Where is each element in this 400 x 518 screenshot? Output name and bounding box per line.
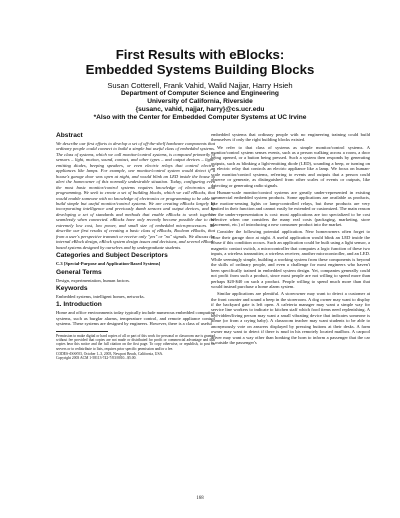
abstract-section (56, 132, 215, 250)
keywords-text: Embedded systems, intelligent homes, networks. (56, 293, 145, 299)
footnote-permission: Permission to make digital or hard copies of all or part of this work for personal or classroom use is granted without fee provided that copies are not made or distributed for profit or commercial advantage and that copies bear this notice and the full citation on the first page. To copy otherwise, or republish, to post on servers or to redistribute to lists, requires prior specific permission and/or a fee. (56, 333, 215, 351)
general-terms-text: Design, experimentation, human factors. (56, 277, 130, 283)
paper-title (0, 47, 400, 77)
right-column (211, 132, 370, 347)
author-block (0, 81, 400, 122)
general-terms-heading: General Terms (56, 268, 102, 276)
left-column (56, 132, 215, 362)
author-affiliation-note: *Also with the Center for Embedded Computer Systems at UC Irvine (93, 114, 307, 121)
page-number: 168 (196, 496, 204, 501)
keywords-section (56, 285, 215, 299)
footnote-divider (56, 331, 108, 332)
abstract-heading: Abstract (56, 132, 83, 139)
keywords-heading: Keywords (56, 284, 88, 292)
title-line-1: First Results with eBlocks: (115, 47, 285, 62)
footnote-copyright: Copyright 2003 ACM 1-58113-742-7/03/0010...$5.00. (56, 356, 137, 361)
author-department: Department of Computer Science and Engineering (121, 90, 279, 97)
categories-section (56, 252, 215, 266)
body-paragraph-3: Human-scale monitor/control systems are greatly under-represented in existing commercial embedded system products. Some applications are available as products, like motion-sensing lights or lamp-controlled relays, but these products are very limited in their function and cannot easily be extended or customized. The main reason for the under-representation is cost: most applications are too specialized to be cost effective when one considers the many real costs (packaging, marketing, store placement, etc.) of introducing a new consumer product into the market. (211, 189, 370, 228)
body-paragraph-4: Consider the following potential application. New homeowners often forget to close their garage door at night. A useful application would blink an LED inside the house if this condition occurs. Such an application could be built using a light sensor, a magnetic contact switch, a microcontroller that computes a logic function of these two inputs, a wireless transmitter, a wireless receiver, another microcontroller, and an LED. While seemingly simple, building a working system from these components is beyond the skills of ordinary people, and even a challenge for most engineers who haven't been specifically trained in embedded system design. Yet, companies generally could not profit from such a product, since most people are not willing to spend more than perhaps $20-$40 on such a product. People willing to spend much more than that would instead purchase a home alarm system. (211, 229, 370, 290)
introduction-section (56, 301, 215, 326)
body-paragraph-1: embedded systems that ordinary people with no engineering training could build themselves if only the right building blocks existed. (211, 132, 370, 143)
copyright-footnote (56, 334, 215, 361)
body-paragraph-5: Similar applications are plentiful. A storeowner may want to detect a customer at the front counter and sound a beep in the storeroom. A dog owner may want to display if the backyard gate is left open. A cafeteria manager may want a simple way for service line workers to indicate to kitchen staff which food items need replenishing. A bed-ridden/living person may want a small vibrating device that indicates someone is home (or from a crying baby). A classroom teacher may want students to be able to anonymously vote on answers displayed by pressing buttons at their desks. A farm owner may want to detect if there is mud in his remotely located mailbox. A carpool driver may want a way other than honking the horn to inform a passenger that the car is outside the passenger's (211, 291, 370, 346)
author-university: University of California, Riverside (147, 98, 253, 105)
general-terms-section (56, 269, 215, 283)
title-line-2: Embedded Systems Building Blocks (85, 62, 315, 77)
author-names: Susan Cotterell, Frank Vahid, Walid Najjar, Harry Hsieh (107, 81, 293, 90)
categories-heading: Categories and Subject Descriptors (56, 252, 168, 260)
categories-text: C.3 [Special-Purpose and Application-Based Systems] (56, 261, 161, 267)
introduction-text: Home and office environments today typically include numerous embedded computing systems, such as burglar alarms, temperature control, and remote appliance control systems. These systems are designed by engineers. However, there is a class of useful (56, 310, 215, 327)
abstract-text: We describe our first efforts to develop a set of off-the-shelf hardware components that ordinary people could connect to build a simple but useful class of embedded systems. The class of systems, which we call monitor/control systems, is composed primarily of sensors – light, motion, sound, contact, and other types – and output devices – light-emitting diodes, beeping speakers, or even electric relays that control electric appliances like lamps. For example, one monitor/control system would detect if a house's garage door was open at night, and would blink an LED inside the house to alert the homeowner of this normally undesirable situation. Today, configuring even the most basic monitor/control systems requires knowledge of electronics and programming. We seek to create a set of building blocks, which we call eBlocks, that would enable someone with no knowledge of electronics or programming to be able to build simple but useful monitor/control systems. We are creating eBlocks largely by incorporating intelligence and previously dumb sensors and output devices, and by developing a set of standards and methods that enable eBlocks to work together seamlessly when connected. eBlocks have only recently become possible due to the extremely low cost, low power, and small size of embedded microprocessors. We describe our first results of creating a basic class of eBlocks, Boolean eBlocks, that from a user's perspective transmit or receive only "yes" or "no" signals. We discuss the internal eBlock design, eBlock system design issues and decisions, and several eBlock-based systems designed by ourselves and by undergraduate students. (56, 141, 215, 250)
introduction-heading: 1. Introduction (56, 301, 102, 309)
footnote-conference: CODES+ISSS'03, October 1–3, 2003, Newport Beach, California, USA. (56, 351, 164, 356)
body-paragraph-2: We refer to that class of systems as simple monitor/control systems. A monitor/control system senses events, such as a person walking across a room, a door being opened, or a button being pressed. Such a system then responds by generating outputs, such as blinking a light-emitting diode (LED), sounding a beep, or turning on an electric relay that controls an electric appliance like a lamp. We focus on human-scale monitor/control systems, referring to events and outputs that a person could observe or generate, as distinguished from other scales of events or outputs, like detecting or generating radio signals. (211, 144, 370, 188)
author-emails: {susanc, vahid, najjar, harry}@cs.ucr.edu (135, 106, 265, 113)
